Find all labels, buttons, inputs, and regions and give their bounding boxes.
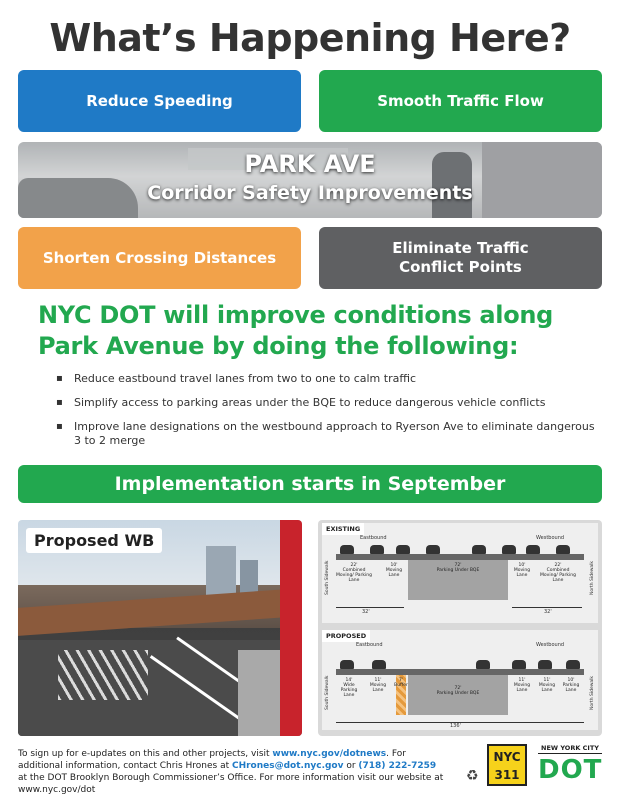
car-icon bbox=[472, 545, 486, 554]
banner-title: PARK AVE bbox=[244, 150, 376, 178]
lane-width: 10' bbox=[567, 678, 575, 683]
lane-label: Moving Lane bbox=[369, 683, 387, 693]
lane-label: Parking Lane bbox=[562, 683, 580, 693]
reduce-speeding-tile: Reduce Speeding bbox=[18, 70, 301, 132]
eliminate-conflict-line2: Conflict Points bbox=[399, 258, 522, 276]
lane-label: Buffer bbox=[394, 683, 408, 688]
lane-label: Moving Lane bbox=[513, 568, 531, 578]
recycle-icon: ♻ bbox=[466, 768, 479, 784]
lane-label: Moving Lane bbox=[385, 568, 403, 578]
lane-width: 14' bbox=[345, 678, 353, 683]
footer-text: To sign up for e-updates on this and other projects, visit bbox=[18, 749, 273, 759]
north-sidewalk-label: North Sidewalk bbox=[590, 675, 595, 710]
existing-tag: EXISTING bbox=[322, 523, 364, 535]
dot-logo-top: NEW YORK CITY bbox=[538, 744, 602, 754]
nyc311-bottom: 311 bbox=[494, 768, 520, 782]
car-icon bbox=[370, 545, 384, 554]
lane-width: 22' bbox=[350, 563, 358, 568]
headline bbox=[38, 300, 598, 362]
lane-width: 11' bbox=[543, 678, 551, 683]
car-icon bbox=[476, 660, 490, 669]
email-link[interactable]: CHrones@dot.nyc.gov bbox=[231, 761, 344, 771]
lane-label: Wide Parking Lane bbox=[340, 683, 358, 698]
banner-subtitle: Corridor Safety Improvements bbox=[147, 182, 473, 204]
dimension-label: 32' bbox=[362, 609, 370, 615]
implementation-banner: Implementation starts in September bbox=[18, 465, 602, 503]
shorten-crossing-tile: Shorten Crossing Distances bbox=[18, 227, 301, 289]
lane-width: 10' bbox=[390, 563, 398, 568]
lane-width: 7' bbox=[398, 678, 404, 683]
car-icon bbox=[340, 545, 354, 554]
lane-label: Moving Lane bbox=[538, 683, 556, 693]
list-item: ▪ Improve lane designations on the westbound approach to Ryerson Ave to eliminate dangerous 3 to 2 merge bbox=[56, 420, 596, 448]
lane-label: Moving Lane bbox=[513, 683, 531, 693]
westbound-label: Westbound bbox=[536, 535, 565, 541]
lane-width: 10' bbox=[518, 563, 526, 568]
improvement-list bbox=[56, 372, 596, 458]
photo-hatching bbox=[58, 650, 148, 700]
lane-label: Parking Under BQE bbox=[436, 568, 480, 573]
nyc311-logo bbox=[487, 744, 527, 786]
photo-viaduct bbox=[18, 588, 302, 636]
nyc-dot-logo bbox=[538, 744, 602, 788]
cross-section-diagram bbox=[318, 520, 602, 736]
eastbound-label: Eastbound bbox=[360, 535, 387, 541]
lane-label: Combined Moving/ Parking Lane bbox=[336, 568, 372, 583]
lane-width: 72' bbox=[454, 563, 462, 568]
smooth-traffic-tile: Smooth Traffic Flow bbox=[319, 70, 602, 132]
lane-label: Combined Moving/ Parking Lane bbox=[540, 568, 576, 583]
car-icon bbox=[340, 660, 354, 669]
car-icon bbox=[502, 545, 516, 554]
headline-line2: Park Avenue by doing the following: bbox=[38, 332, 519, 360]
lane-label: Parking Under BQE bbox=[436, 691, 480, 696]
car-icon bbox=[372, 660, 386, 669]
footer-text: at the DOT Brooklyn Borough Commissioner’s Office. For more information visit our website at www.nyc.gov/dot bbox=[18, 773, 444, 795]
car-icon bbox=[526, 545, 540, 554]
footer-text: or bbox=[343, 761, 359, 771]
eliminate-conflict-line1: Eliminate Traffic bbox=[392, 239, 529, 257]
footer-contact bbox=[18, 748, 448, 796]
car-icon bbox=[556, 545, 570, 554]
north-sidewalk-label: North Sidewalk bbox=[590, 560, 595, 595]
south-sidewalk-label: South Sidewalk bbox=[325, 675, 330, 710]
photo-label: Proposed WB bbox=[26, 528, 162, 553]
nyc311-top: NYC bbox=[493, 750, 521, 764]
car-icon bbox=[566, 660, 580, 669]
proposed-tag: PROPOSED bbox=[322, 630, 370, 642]
lane-width: 11' bbox=[374, 678, 382, 683]
proposed-panel bbox=[322, 630, 598, 730]
page-title: What’s Happening Here? bbox=[49, 16, 571, 60]
lane-width: 72' bbox=[454, 686, 462, 691]
car-icon bbox=[538, 660, 552, 669]
dotnews-link[interactable]: www.nyc.gov/dotnews bbox=[272, 749, 387, 759]
footer-text: . For additional information, contact Chris Hrones at bbox=[18, 749, 406, 771]
eliminate-conflict-tile bbox=[319, 227, 602, 289]
car-icon bbox=[426, 545, 440, 554]
headline-line1: NYC DOT will improve conditions along bbox=[38, 301, 554, 329]
photo-red-wall bbox=[280, 520, 302, 736]
proposed-wb-photo bbox=[18, 520, 302, 736]
park-ave-banner bbox=[18, 142, 602, 218]
phone-number: (718) 222-7259 bbox=[358, 761, 437, 771]
eastbound-label: Eastbound bbox=[356, 642, 383, 648]
existing-panel bbox=[322, 523, 598, 623]
dimension-label: 136' bbox=[450, 723, 461, 729]
westbound-label: Westbound bbox=[536, 642, 565, 648]
dimension-label: 32' bbox=[544, 609, 552, 615]
list-item: ▪ Reduce eastbound travel lanes from two to one to calm traffic bbox=[56, 372, 596, 386]
car-icon bbox=[396, 545, 410, 554]
list-item: ▪ Simplify access to parking areas under the BQE to reduce dangerous vehicle conflicts bbox=[56, 396, 596, 410]
lane-width: 22' bbox=[554, 563, 562, 568]
car-icon bbox=[512, 660, 526, 669]
dot-logo-word: DOT bbox=[538, 755, 603, 785]
lane-width: 11' bbox=[518, 678, 526, 683]
south-sidewalk-label: South Sidewalk bbox=[325, 560, 330, 595]
